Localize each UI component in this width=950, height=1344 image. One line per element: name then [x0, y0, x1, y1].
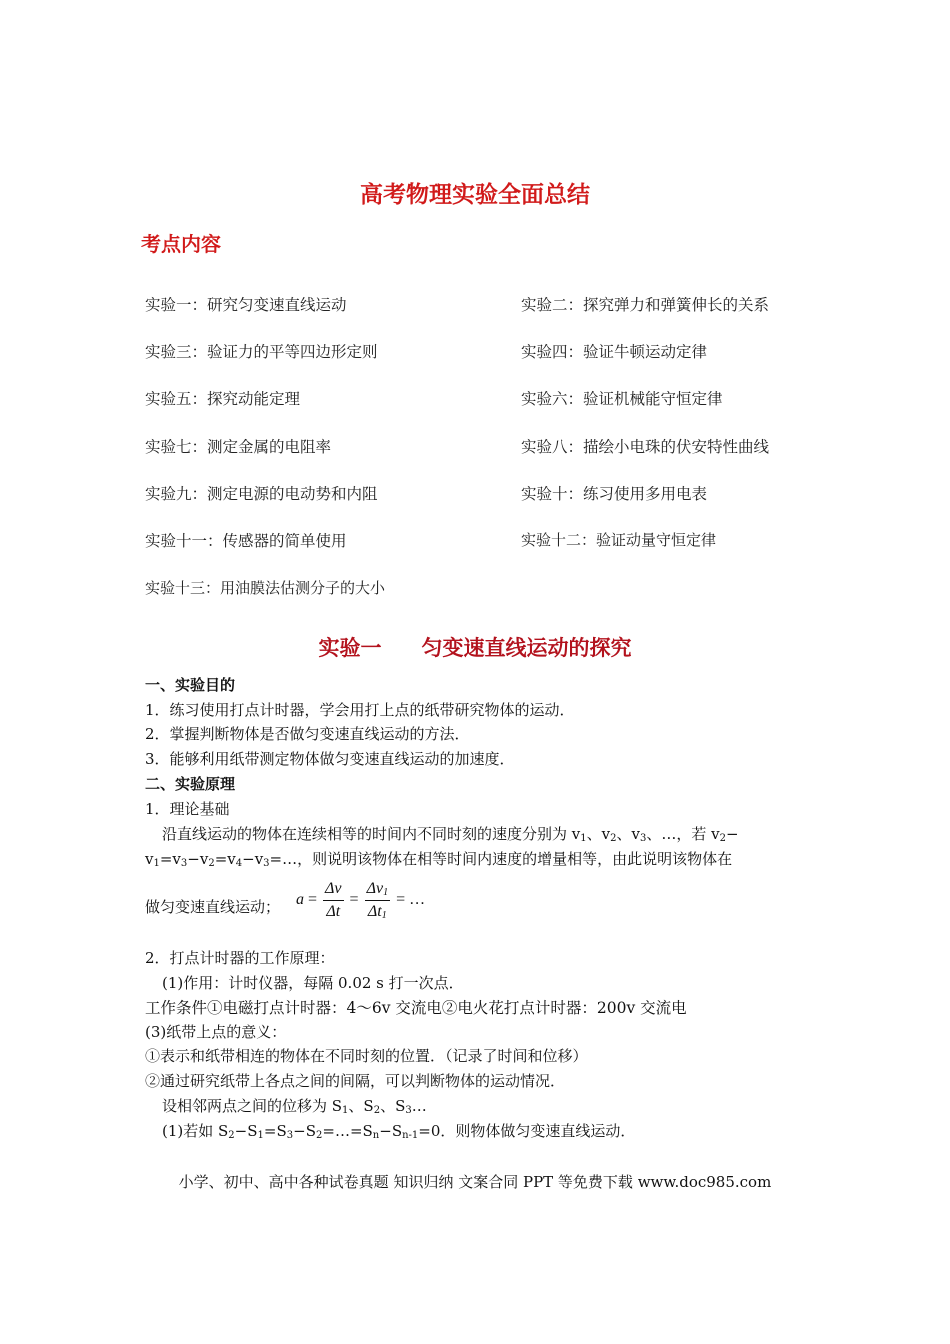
section-heading: 考点内容: [141, 232, 221, 256]
purpose-heading: 一、实验目的: [145, 676, 236, 694]
purpose-item: 1．练习使用打点计时器，学会用打上点的纸带研究物体的运动．: [145, 701, 575, 719]
experiment-item: 实验三：验证力的平等四边形定则: [145, 343, 378, 361]
experiment-item: 实验六：验证机械能守恒定律: [521, 390, 723, 408]
experiment-one-heading: [0, 632, 950, 662]
theory-heading: 1．理论基础: [145, 800, 230, 818]
timer-use: (1)作用：计时仪器，每隔 0.02 s 打一次点．: [162, 974, 464, 992]
experiment-item: 实验一：研究匀变速直线运动: [145, 296, 347, 314]
experiment-item: 实验八：描绘小电珠的伏安特性曲线: [521, 438, 770, 456]
document-title: 高考物理实验全面总结: [360, 182, 590, 208]
experiment-item: 实验十三：用油膜法估测分子的大小: [145, 579, 386, 597]
theory-line-2: $v_1=v_3-v_2=v_4-v_3=\dots$，则说明该物体在相等时间内速度的增量相等，由此说明该物体在: [145, 850, 733, 869]
experiment-item: 实验四：验证牛顿运动定律: [521, 343, 708, 361]
experiment-item: 实验十一：传感器的简单使用: [145, 532, 347, 550]
purpose-item: 3．能够利用纸带测定物体做匀变速直线运动的加速度．: [145, 750, 515, 768]
theory-line-1: 沿直线运动的物体在连续相等的时间内不同时刻的速度分别为 $v_1$、$v_2$、$v_3$、…，若 $v_2-$: [162, 825, 739, 844]
timer-condition: 工作条件①电磁打点计时器：4～6v 交流电②电火花打点计时器：200v 交流电: [145, 999, 687, 1017]
experiment-item: 实验十二：验证动量守恒定律: [521, 531, 717, 549]
tape-heading: (3)纸带上点的意义：: [145, 1023, 287, 1041]
tape-meaning-2: ②通过研究纸带上各点之间的间隔，可以判断物体的运动情况．: [145, 1072, 566, 1090]
displacement-line: 设相邻两点之间的位移为 $S_1$、$S_2$、$S_3\dots$: [162, 1097, 427, 1116]
experiment-item: 实验九：测定电源的电动势和内阻: [145, 485, 378, 503]
footer: 小学、初中、高中各种试卷真题 知识归纳 文案合同 PPT 等免费下载 www.doc985.com: [178, 1173, 772, 1191]
acceleration-formula: a = $\frac{\Delta v}{\Delta t}$ = $\frac{\Delta v_1}{\Delta t_1}$ = …: [296, 880, 426, 921]
experiment-item: 实验七：测定金属的电阻率: [145, 438, 332, 456]
experiment-item: 实验五：探究动能定理: [145, 390, 301, 408]
theory-line-3: 做匀变速直线运动；: [145, 898, 281, 916]
experiment-one-label: 实验一: [318, 636, 382, 660]
experiment-item: 实验十：练习使用多用电表: [521, 485, 708, 503]
timer-heading: 2．打点计时器的工作原理：: [145, 949, 335, 967]
tape-meaning-1: ①表示和纸带相连的物体在不同时刻的位置．（记录了时间和位移）: [145, 1047, 588, 1065]
uniform-condition-line: (1)若如 $S_2-S_1=S_3-S_2=\dots=S_n-S_{n-1}=0$．则物体做匀变速直线运动．: [162, 1122, 636, 1141]
purpose-item: 2．掌握判断物体是否做匀变速直线运动的方法．: [145, 725, 470, 743]
experiment-one-title: 匀变速直线运动的探究: [421, 636, 632, 660]
principle-heading: 二、实验原理: [145, 775, 236, 793]
experiment-item: 实验二：探究弹力和弹簧伸长的关系: [521, 296, 770, 314]
